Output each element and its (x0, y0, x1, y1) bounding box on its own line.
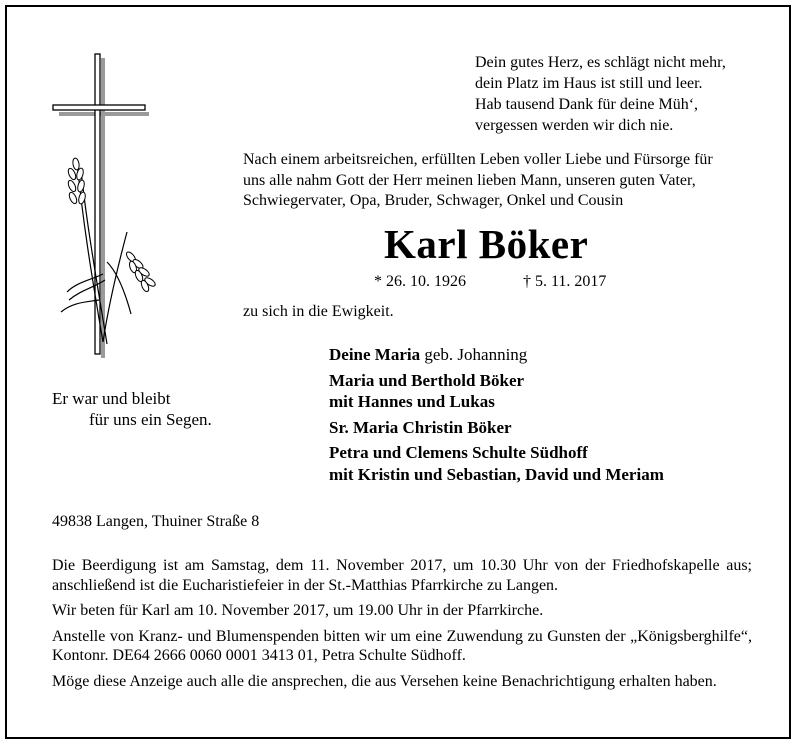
intro-text (243, 150, 713, 212)
info-paragraph: Die Beerdigung ist am Samstag, dem 11. November 2017, um 10.30 Uhr von der Friedhofskapelle aus; anschließend ist die Eucharistiefeier in der St.-Matthias Pfarrkirche zu Langen. (52, 557, 752, 594)
info-paragraph: Wir beten für Karl am 10. November 2017, um 19.00 Uhr in der Pfarrkirche. (52, 602, 544, 619)
mourner-group (329, 417, 664, 439)
address: 49838 Langen, Thuiner Straße 8 (52, 513, 260, 530)
birth-date: * 26. 10. 1926 (374, 273, 466, 290)
blessing-line: Er war und bleibt (52, 389, 171, 408)
intro-line: Schwiegervater, Opa, Bruder, Schwager, Onkel und Cousin (243, 192, 624, 209)
mourner-group (329, 344, 664, 366)
intro-line: Nach einem arbeitsreichen, erfüllten Leben voller Liebe und Fürsorge für (243, 151, 713, 168)
info-paragraph: Anstelle von Kranz- und Blumenspenden bitten wir um eine Zuwendung zu Gunsten der „Königsberghilfe“, Kontonr. DE64 2666 0060 0001 3413 01, Petra Schulte Südhoff. (52, 627, 752, 664)
eternity-line: zu sich in die Ewigkeit. (243, 303, 394, 320)
death-date: † 5. 11. 2017 (523, 273, 607, 290)
mourner-group (329, 442, 664, 485)
blessing-line: für uns ein Segen. (89, 410, 212, 429)
mourner-line: Sr. Maria Christin Böker (329, 417, 512, 437)
cross-with-wheat-icon (47, 52, 157, 362)
obituary-notice (5, 5, 791, 739)
mourner-line: Petra und Clemens Schulte Südhoff (329, 443, 588, 462)
wife-maiden-name: geb. Johanning (420, 345, 528, 364)
wife-name: Deine Maria (329, 345, 421, 364)
poem-line: dein Platz im Haus ist still und leer. (475, 75, 703, 92)
intro-line: uns alle nahm Gott der Herr meinen lieben Mann, unseren guten Vater, (243, 171, 696, 189)
poem-line: Hab tausend Dank für deine Müh‘, (475, 96, 699, 113)
mourners-list (329, 344, 664, 489)
mourner-line: mit Kristin und Sebastian, David und Meriam (329, 464, 664, 484)
funeral-info (52, 556, 752, 697)
info-paragraph: Möge diese Anzeige auch alle die ansprechen, die aus Versehen keine Benachrichtigung erhalten haben. (52, 672, 717, 690)
poem-line: Dein gutes Herz, es schlägt nicht mehr, (475, 54, 726, 71)
blessing-quote (52, 388, 212, 430)
poem-line: vergessen werden wir dich nie. (475, 117, 674, 134)
mourner-line: mit Hannes und Lukas (329, 392, 495, 411)
mourner-group (329, 370, 664, 413)
poem (475, 52, 726, 136)
mourner-line: Maria und Berthold Böker (329, 370, 525, 390)
deceased-name: Karl Böker (384, 221, 589, 267)
